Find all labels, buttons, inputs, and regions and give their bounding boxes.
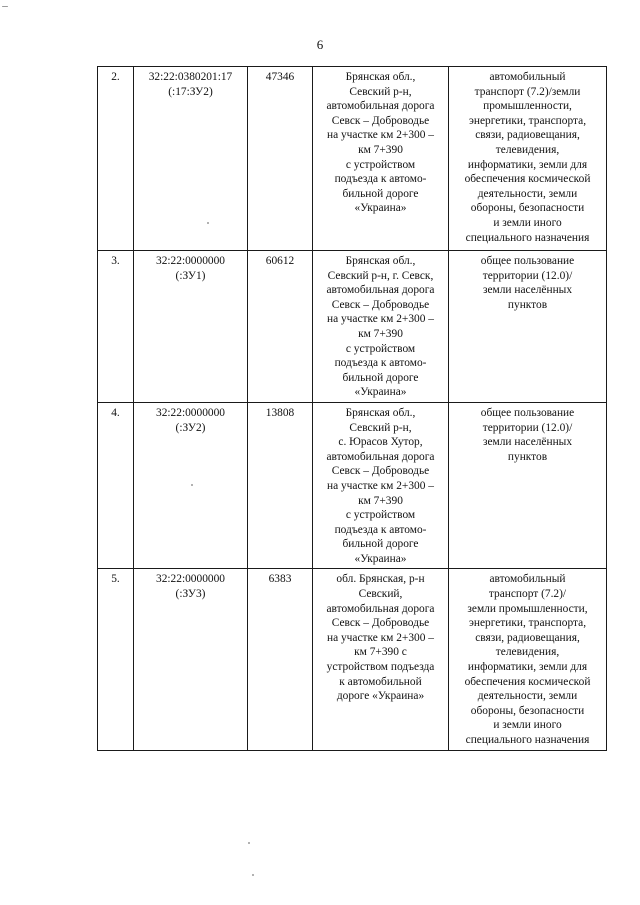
area-cell: 60612 (248, 251, 313, 403)
cadastral-number-cell: 32:22:0000000 (:ЗУ1) (134, 251, 248, 403)
table-row (98, 569, 607, 750)
location-cell: Брянская обл., Севский р-н, г. Севск, автомобильная дорога Севск – Доброводье на участке км 2+300 – км 7+390 с устройством подъезда к автомо- бильной дороге «Украина» (313, 251, 449, 403)
cadastral-number-cell: 32:22:0380201:17 (:17:ЗУ2) (134, 67, 248, 251)
land-category-cell: автомобильный транспорт (7.2)/ земли промышленности, энергетики, транспорта, связи, радиовещания, телевидения, информатики, земли для обеспечения космической деятельности, земли обороны, безопасности и земли иного специального назначения (449, 569, 607, 750)
land-category-cell: общее пользование территории (12.0)/ земли населённых пунктов (449, 402, 607, 569)
land-category-cell: автомобильный транспорт (7.2)/земли промышленности, энергетики, транспорта, связи, радиовещания, телевидения, информатики, земли для обеспечения космической деятельности, земли обороны, безопасности и земли иного специального назначения (449, 67, 607, 251)
table-row (98, 67, 607, 251)
page-number: 6 (316, 37, 324, 52)
land-category-cell: общее пользование территории (12.0)/ земли населённых пунктов (449, 251, 607, 403)
location-cell: Брянская обл., Севский р-н, автомобильная дорога Севск – Доброводье на участке км 2+300 – км 7+390 с устройством подъезда к автомо- бильной дороге «Украина» (313, 67, 449, 251)
scan-speck (207, 222, 209, 224)
scan-speck (252, 874, 254, 876)
scan-speck (248, 842, 250, 844)
location-cell: обл. Брянская, р-н Севский, автомобильная дорога Севск – Доброводье на участке км 2+300 – км 7+390 с устройством подъезда к автомобильной дороге «Украина» (313, 569, 449, 750)
table-row (98, 251, 607, 403)
row-number-cell: 2. (98, 67, 134, 251)
scan-speck (191, 484, 193, 486)
cadastral-number-cell: 32:22:0000000 (:ЗУ3) (134, 569, 248, 750)
area-cell: 47346 (248, 67, 313, 251)
location-cell: Брянская обл., Севский р-н, с. Юрасов Хутор, автомобильная дорога Севск – Доброводье на участке км 2+300 – км 7+390 с устройством подъезда к автомо- бильной дороге «Украина» (313, 402, 449, 569)
table-row (98, 402, 607, 569)
land-plots-table (97, 66, 607, 751)
row-number-cell: 3. (98, 251, 134, 403)
row-number-cell: 4. (98, 402, 134, 569)
row-number-cell: 5. (98, 569, 134, 750)
area-cell: 6383 (248, 569, 313, 750)
cadastral-number-cell: 32:22:0000000 (:ЗУ2) (134, 402, 248, 569)
scan-speck (2, 6, 8, 7)
area-cell: 13808 (248, 402, 313, 569)
